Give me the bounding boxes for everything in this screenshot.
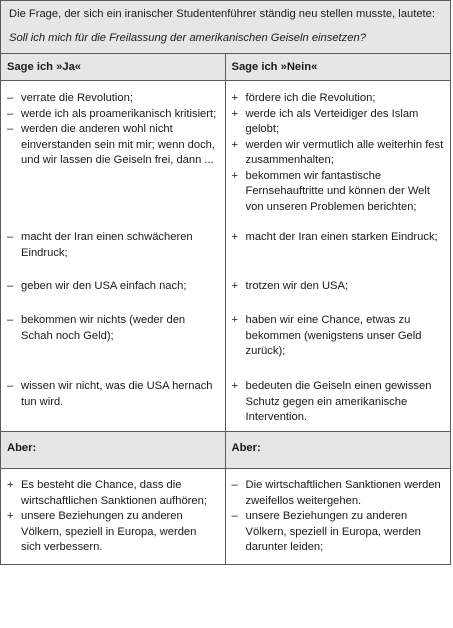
list-item-text: werden die anderen wohl nicht einverstanden sein mit mir; wenn doch, und wir lassen die Geiseln frei, dann ...	[21, 123, 216, 166]
bullet-mark: +	[231, 92, 239, 104]
bullet-mark: +	[231, 138, 239, 151]
bullet-mark: +	[231, 314, 239, 326]
list-item-text: Es besteht die Chance, dass die wirtschaftlichen Sanktionen aufhören;	[21, 479, 207, 507]
list-item	[232, 138, 445, 169]
bullet-mark: –	[7, 231, 14, 243]
bullet-mark: +	[7, 510, 14, 522]
list-item-text: unsere Beziehungen zu anderen Völkern, speziell in Europa, werden darunter leiden;	[245, 510, 421, 553]
list-item	[7, 379, 219, 410]
bullet-mark: +	[231, 380, 239, 392]
bullet-mark: +	[231, 231, 239, 243]
bullet-mark: –	[7, 314, 14, 326]
list-item	[7, 122, 219, 169]
list-item-text: verrate die Revolution;	[21, 92, 133, 104]
list-item-text: geben wir den USA einfach nach;	[21, 280, 187, 292]
list-item-text: bekommen wir fantastische Fernsehauftritte und können der Welt von unseren Problemen berichten;	[245, 169, 430, 213]
ja-block-4	[7, 313, 219, 344]
list-item	[7, 230, 219, 261]
list-item-text: bedeuten die Geiseln einen gewissen Schutz gegen ein amerikanische Intervention.	[245, 380, 432, 423]
bullet-mark: –	[7, 123, 14, 135]
list-item-text: macht der Iran einen schwächeren Eindruck;	[21, 231, 193, 259]
list-item	[232, 279, 445, 295]
intro-text: Die Frage, der sich ein iranischer Studentenführer ständig neu stellen musste, lautete:	[9, 8, 435, 20]
nein-block-5	[232, 379, 445, 426]
list-item-text: bekommen wir nichts (weder den Schah noch Geld);	[21, 314, 186, 342]
list-item-text: Die wirtschaftlichen Sanktionen werden zweifellos weitergehen.	[245, 479, 441, 507]
nein-block-3	[232, 279, 445, 295]
bullet-mark: +	[7, 479, 14, 491]
bullet-mark: –	[7, 380, 14, 392]
column-header-row	[1, 54, 450, 81]
list-item	[232, 91, 445, 107]
ja-block-2	[7, 230, 219, 261]
aber-header-row	[1, 432, 450, 469]
list-item	[7, 107, 219, 123]
list-item-text: fördere ich die Revolution;	[245, 92, 376, 104]
bullet-mark: +	[231, 280, 239, 292]
list-item-text: unsere Beziehungen zu anderen Völkern, speziell in Europa, werden sich verbessern.	[21, 510, 197, 553]
list-item-text: trotzen wir den USA;	[245, 280, 349, 292]
bullet-mark: –	[7, 92, 14, 104]
nein-column	[226, 81, 451, 431]
intro-box	[1, 1, 450, 54]
list-item	[232, 478, 445, 509]
header-ja: Sage ich »Ja«	[1, 54, 226, 80]
ja-block-5	[7, 379, 219, 410]
ja-column	[1, 81, 226, 431]
list-item-text: wissen wir nicht, was die USA hernach tun wird.	[21, 380, 213, 408]
list-item-text: haben wir eine Chance, etwas zu bekommen (wenigstens unser Geld zurück);	[245, 314, 422, 357]
list-item	[7, 478, 219, 509]
list-item	[232, 169, 445, 216]
aber-right-column	[226, 469, 451, 564]
bullet-mark: –	[7, 280, 14, 292]
aber-body-row	[1, 469, 450, 564]
list-item-text: werde ich als proamerikanisch kritisiert;	[21, 107, 217, 120]
list-item-text: macht der Iran einen starken Eindruck;	[245, 231, 438, 243]
list-item	[232, 313, 445, 360]
header-nein: Sage ich »Nein«	[226, 54, 451, 80]
bullet-mark: +	[231, 107, 239, 120]
arguments-body	[1, 81, 450, 432]
list-item	[232, 509, 445, 556]
list-item	[7, 279, 219, 295]
aber-header-right: Aber:	[226, 432, 451, 468]
ja-block-1	[7, 91, 219, 169]
aber-left-column	[1, 469, 226, 564]
list-item	[232, 230, 445, 246]
aber-header-left: Aber:	[1, 432, 226, 468]
list-item	[7, 313, 219, 344]
bullet-mark: –	[231, 479, 238, 491]
intro-question: Soll ich mich für die Freilassung der amerikanischen Geiseln einsetzen?	[9, 31, 366, 44]
bullet-mark: –	[7, 107, 14, 120]
list-item	[7, 91, 219, 107]
list-item-text: werden wir vermutlich alle weiterhin fest zusammenhalten;	[245, 138, 444, 166]
ja-block-3	[7, 279, 219, 295]
nein-block-1	[232, 91, 445, 215]
list-item-text: werde ich als Verteidiger des Islam gelobt;	[245, 107, 419, 135]
bullet-mark: +	[231, 169, 239, 182]
list-item	[232, 107, 445, 138]
nein-block-2	[232, 230, 445, 246]
nein-block-4	[232, 313, 445, 360]
bullet-mark: –	[231, 510, 238, 522]
list-item	[232, 379, 445, 426]
list-item	[7, 509, 219, 556]
